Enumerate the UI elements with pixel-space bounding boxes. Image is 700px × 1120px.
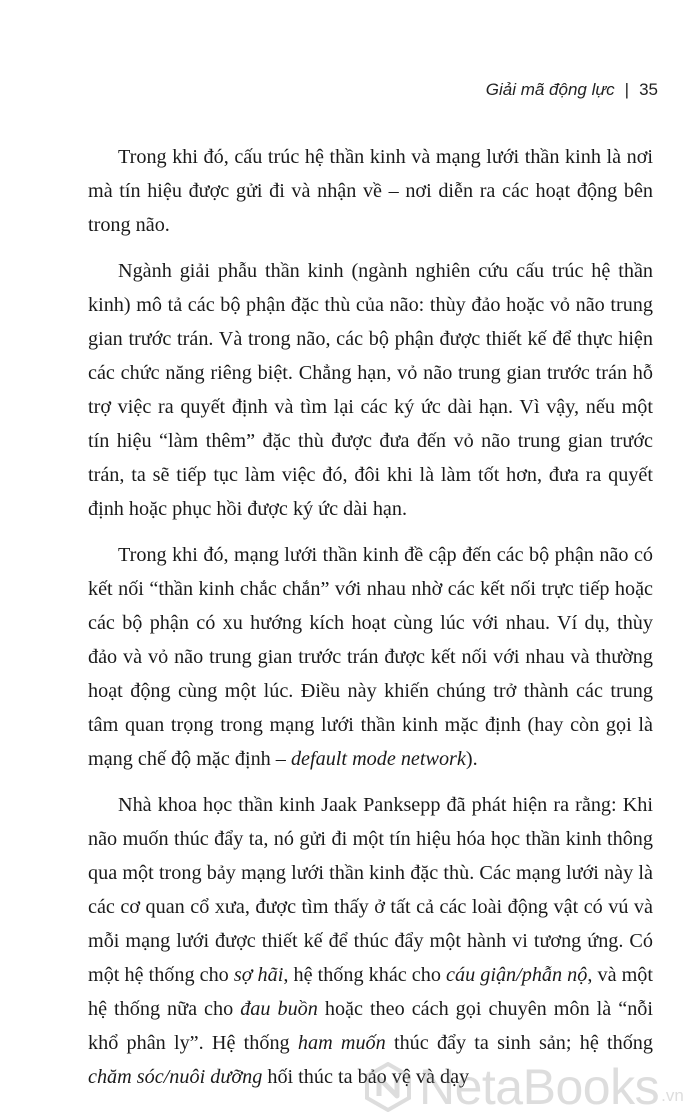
- paragraph: [88, 788, 653, 1094]
- paragraph: [88, 140, 653, 242]
- watermark-brand: NetaBooks: [419, 1059, 660, 1115]
- text-run: hoặc theo cách gọi chuyên môn là “nỗi khổ phân ly”. Hệ thống: [88, 998, 653, 1054]
- netabooks-logo-icon: [365, 1062, 411, 1112]
- italic-run: default mode network: [290, 748, 466, 770]
- page-number: 35: [639, 80, 658, 99]
- italic-run: đau buồn: [240, 998, 318, 1020]
- body-text: [88, 140, 653, 1106]
- chapter-title: Giải mã động lực: [485, 80, 615, 99]
- text-run: Ngành giải phẫu thần kinh (ngành nghiên cứu cấu trúc hệ thần kinh) mô tả các bộ phận đặc thù của não: thùy đảo hoặc vỏ não trung gian trước trán. Và trong não, các bộ phận được thiết kế để thực hiện các chức năng riêng biệt. Chẳng hạn, vỏ não trung gian trước trán hỗ trợ việc ra quyết định và tìm lại các ký ức dài hạn. Vì vậy, nếu một tín hiệu “làm thêm” đặc thù được đưa đến vỏ não trung gian trước trán, ta sẽ tiếp tục làm việc đó, đôi khi là làm tốt hơn, đưa ra quyết định hoặc phục hồi được ký ức dài hạn.: [88, 260, 653, 520]
- paragraph: [88, 538, 653, 776]
- text-run: hối thúc ta bảo vệ và dạy: [262, 1066, 470, 1088]
- running-header: [486, 80, 658, 100]
- watermark: [365, 1058, 684, 1116]
- italic-run: ham muốn: [297, 1032, 386, 1054]
- italic-run: cáu giận/phẫn nộ: [446, 964, 588, 986]
- text-run: ).: [465, 748, 478, 770]
- text-run: Nhà khoa học thần kinh Jaak Panksepp đã phát hiện ra rằng: Khi não muốn thúc đẩy ta, nó gửi đi một tín hiệu hóa học thần kinh thông qua một trong bảy mạng lưới thần kinh đặc thù. Các mạng lưới này là các cơ quan cổ xưa, được tìm thấy ở tất cả các loài động vật có vú và mỗi mạng lưới được thiết kế để thúc đẩy một hành vi tương ứng. Có một hệ thống cho: [88, 794, 653, 986]
- text-run: Trong khi đó, cấu trúc hệ thần kinh và mạng lưới thần kinh là nơi mà tín hiệu được gửi đi và nhận về – nơi diễn ra các hoạt động bên trong não.: [88, 146, 653, 236]
- watermark-tld: .vn: [661, 1086, 684, 1105]
- text-run: , và một hệ thống nữa cho: [88, 964, 654, 1020]
- text-run: Trong khi đó, mạng lưới thần kinh đề cập đến các bộ phận não có kết nối “thần kinh chắc chắn” với nhau nhờ các kết nối trực tiếp hoặc các bộ phận có xu hướng kích hoạt cùng lúc với nhau. Ví dụ, thùy đảo và vỏ não trung gian trước trán được kết nối với nhau và thường hoạt động cùng một lúc. Điều này khiến chúng trở thành các trung tâm quan trọng trong mạng lưới thần kinh mặc định (hay còn gọi là mạng chế độ mặc định –: [88, 544, 653, 770]
- paragraph: [88, 254, 653, 526]
- header-separator: |: [624, 80, 630, 99]
- text-run: thúc đẩy ta sinh sản; hệ thống: [385, 1032, 653, 1054]
- italic-run: chăm sóc/nuôi dưỡng: [88, 1066, 263, 1088]
- text-run: , hệ thống khác cho: [283, 964, 447, 986]
- italic-run: sợ hãi: [233, 964, 284, 986]
